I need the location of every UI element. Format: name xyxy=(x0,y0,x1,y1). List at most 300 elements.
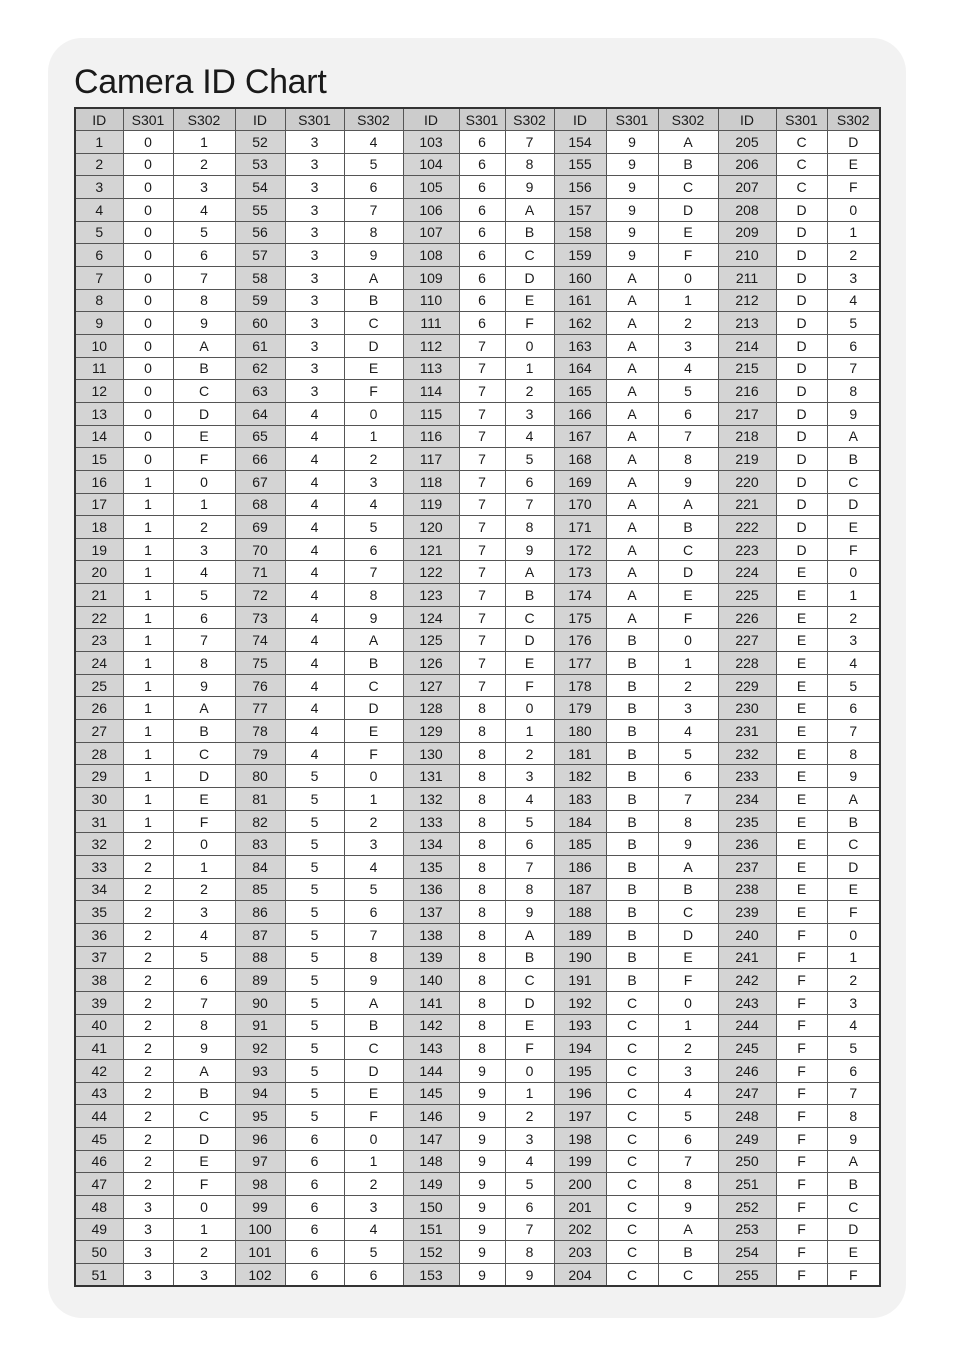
table-row xyxy=(75,584,880,607)
table-row xyxy=(75,266,880,289)
cell-id: 38 xyxy=(75,969,123,992)
cell-s301: A xyxy=(606,357,658,380)
cell-s302: 1 xyxy=(173,493,235,516)
cell-s302: 9 xyxy=(505,901,554,924)
cell-s302: F xyxy=(827,176,880,199)
cell-id: 217 xyxy=(718,402,776,425)
cell-s301: 6 xyxy=(285,1195,344,1218)
cell-id: 215 xyxy=(718,357,776,380)
cell-s301: 1 xyxy=(123,516,173,539)
cell-s302: 6 xyxy=(505,470,554,493)
cell-id: 244 xyxy=(718,1014,776,1037)
cell-s301: 6 xyxy=(459,221,505,244)
cell-s301: 2 xyxy=(123,946,173,969)
cell-id: 253 xyxy=(718,1218,776,1241)
cell-id: 225 xyxy=(718,584,776,607)
cell-s302: C xyxy=(658,176,718,199)
table-row xyxy=(75,448,880,471)
cell-s301: F xyxy=(776,923,827,946)
cell-id: 21 xyxy=(75,584,123,607)
cell-id: 198 xyxy=(554,1127,606,1150)
cell-s302: C xyxy=(505,244,554,267)
cell-s302: 7 xyxy=(658,1150,718,1173)
cell-s301: 8 xyxy=(459,1014,505,1037)
cell-id: 17 xyxy=(75,493,123,516)
cell-s301: 2 xyxy=(123,878,173,901)
cell-s302: C xyxy=(827,833,880,856)
cell-s302: D xyxy=(505,991,554,1014)
cell-s301: E xyxy=(776,652,827,675)
cell-id: 115 xyxy=(403,402,459,425)
cell-s302: C xyxy=(827,1195,880,1218)
cell-s301: 0 xyxy=(123,131,173,154)
cell-id: 162 xyxy=(554,312,606,335)
table-row xyxy=(75,946,880,969)
cell-s302: 1 xyxy=(827,584,880,607)
cell-s302: E xyxy=(505,1014,554,1037)
cell-s301: 6 xyxy=(285,1241,344,1264)
cell-s301: 2 xyxy=(123,856,173,879)
cell-s301: B xyxy=(606,969,658,992)
cell-id: 236 xyxy=(718,833,776,856)
cell-s302: E xyxy=(505,652,554,675)
table-row xyxy=(75,244,880,267)
cell-id: 231 xyxy=(718,720,776,743)
cell-id: 205 xyxy=(718,131,776,154)
cell-s301: D xyxy=(776,448,827,471)
cell-id: 91 xyxy=(235,1014,285,1037)
cell-s302: 6 xyxy=(173,244,235,267)
cell-s302: 7 xyxy=(173,991,235,1014)
cell-s301: A xyxy=(606,266,658,289)
cell-s301: 7 xyxy=(459,584,505,607)
cell-s301: C xyxy=(606,1195,658,1218)
cell-s302: 0 xyxy=(173,470,235,493)
cell-s302: F xyxy=(505,1037,554,1060)
cell-s302: A xyxy=(505,198,554,221)
cell-s301: 3 xyxy=(285,312,344,335)
cell-s301: F xyxy=(776,1105,827,1128)
cell-s302: 5 xyxy=(505,448,554,471)
cell-s302: 4 xyxy=(505,788,554,811)
table-row xyxy=(75,1014,880,1037)
cell-id: 151 xyxy=(403,1218,459,1241)
cell-id: 8 xyxy=(75,289,123,312)
table-row xyxy=(75,697,880,720)
cell-s302: D xyxy=(505,629,554,652)
cell-s301: 1 xyxy=(123,652,173,675)
cell-s302: 4 xyxy=(173,561,235,584)
header-s302: S302 xyxy=(658,108,718,131)
cell-id: 120 xyxy=(403,516,459,539)
cell-id: 116 xyxy=(403,425,459,448)
camera-id-table xyxy=(74,107,881,1287)
cell-s301: 1 xyxy=(123,765,173,788)
cell-s301: 5 xyxy=(285,1105,344,1128)
cell-id: 159 xyxy=(554,244,606,267)
cell-s302: 0 xyxy=(827,923,880,946)
cell-s302: 4 xyxy=(827,289,880,312)
cell-s301: 8 xyxy=(459,946,505,969)
cell-s302: C xyxy=(505,606,554,629)
cell-s302: 1 xyxy=(505,1082,554,1105)
cell-s302: 4 xyxy=(658,720,718,743)
cell-s302: 2 xyxy=(173,153,235,176)
cell-id: 41 xyxy=(75,1037,123,1060)
cell-id: 126 xyxy=(403,652,459,675)
cell-s301: C xyxy=(606,1173,658,1196)
cell-id: 124 xyxy=(403,606,459,629)
cell-s302: C xyxy=(505,969,554,992)
cell-s302: 1 xyxy=(827,221,880,244)
cell-s302: 5 xyxy=(658,742,718,765)
cell-s302: 6 xyxy=(658,402,718,425)
cell-s302: 3 xyxy=(344,833,403,856)
table-row xyxy=(75,538,880,561)
cell-id: 30 xyxy=(75,788,123,811)
cell-s302: E xyxy=(827,878,880,901)
cell-s302: 2 xyxy=(505,1105,554,1128)
table-row xyxy=(75,153,880,176)
cell-id: 77 xyxy=(235,697,285,720)
cell-s302: C xyxy=(658,1263,718,1286)
cell-s301: F xyxy=(776,1150,827,1173)
cell-s302: 4 xyxy=(505,1150,554,1173)
header-s301: S301 xyxy=(776,108,827,131)
cell-s302: B xyxy=(505,584,554,607)
cell-s301: 9 xyxy=(459,1218,505,1241)
cell-s302: 8 xyxy=(658,448,718,471)
cell-s301: 2 xyxy=(123,901,173,924)
cell-id: 132 xyxy=(403,788,459,811)
cell-s302: 9 xyxy=(505,538,554,561)
cell-id: 242 xyxy=(718,969,776,992)
cell-id: 169 xyxy=(554,470,606,493)
cell-id: 103 xyxy=(403,131,459,154)
cell-id: 170 xyxy=(554,493,606,516)
cell-id: 102 xyxy=(235,1263,285,1286)
cell-s302: E xyxy=(658,221,718,244)
cell-s302: 7 xyxy=(505,856,554,879)
cell-id: 250 xyxy=(718,1150,776,1173)
cell-s301: B xyxy=(606,946,658,969)
cell-s301: C xyxy=(606,1263,658,1286)
cell-id: 22 xyxy=(75,606,123,629)
cell-id: 183 xyxy=(554,788,606,811)
cell-s301: 3 xyxy=(123,1241,173,1264)
cell-s301: 1 xyxy=(123,720,173,743)
cell-s302: B xyxy=(827,810,880,833)
cell-s302: F xyxy=(344,380,403,403)
cell-s301: 7 xyxy=(459,448,505,471)
cell-s301: E xyxy=(776,584,827,607)
cell-s302: B xyxy=(658,1241,718,1264)
cell-s302: A xyxy=(658,856,718,879)
cell-s301: 1 xyxy=(123,470,173,493)
cell-id: 125 xyxy=(403,629,459,652)
cell-id: 166 xyxy=(554,402,606,425)
cell-s302: 9 xyxy=(658,1195,718,1218)
cell-id: 131 xyxy=(403,765,459,788)
cell-s301: 3 xyxy=(285,221,344,244)
cell-id: 142 xyxy=(403,1014,459,1037)
cell-s301: 0 xyxy=(123,425,173,448)
table-row xyxy=(75,470,880,493)
table-row xyxy=(75,221,880,244)
cell-s301: 9 xyxy=(606,153,658,176)
cell-s301: 4 xyxy=(285,493,344,516)
cell-s301: 4 xyxy=(285,697,344,720)
cell-s301: C xyxy=(606,1082,658,1105)
header-s301: S301 xyxy=(123,108,173,131)
cell-id: 203 xyxy=(554,1241,606,1264)
cell-id: 227 xyxy=(718,629,776,652)
cell-s302: 2 xyxy=(827,244,880,267)
cell-id: 158 xyxy=(554,221,606,244)
cell-s301: 2 xyxy=(123,923,173,946)
cell-id: 69 xyxy=(235,516,285,539)
cell-s302: B xyxy=(658,878,718,901)
cell-s301: 1 xyxy=(123,538,173,561)
cell-s302: B xyxy=(658,516,718,539)
cell-s301: 9 xyxy=(459,1059,505,1082)
cell-s301: 9 xyxy=(459,1150,505,1173)
cell-s301: E xyxy=(776,856,827,879)
cell-s301: 4 xyxy=(285,448,344,471)
cell-s302: 7 xyxy=(827,357,880,380)
cell-id: 223 xyxy=(718,538,776,561)
cell-s302: 4 xyxy=(344,493,403,516)
cell-id: 109 xyxy=(403,266,459,289)
cell-id: 210 xyxy=(718,244,776,267)
cell-id: 161 xyxy=(554,289,606,312)
cell-s301: 6 xyxy=(285,1127,344,1150)
cell-s302: 5 xyxy=(344,1241,403,1264)
cell-id: 114 xyxy=(403,380,459,403)
cell-s302: D xyxy=(658,561,718,584)
cell-s302: E xyxy=(658,584,718,607)
cell-s301: B xyxy=(606,810,658,833)
cell-s301: 8 xyxy=(459,765,505,788)
cell-s302: 4 xyxy=(827,1014,880,1037)
cell-id: 184 xyxy=(554,810,606,833)
cell-s302: B xyxy=(827,448,880,471)
cell-s301: C xyxy=(606,1127,658,1150)
cell-s302: F xyxy=(505,674,554,697)
cell-id: 201 xyxy=(554,1195,606,1218)
cell-id: 191 xyxy=(554,969,606,992)
cell-s301: 5 xyxy=(285,765,344,788)
cell-s302: 1 xyxy=(344,1150,403,1173)
cell-s301: 9 xyxy=(459,1241,505,1264)
cell-s301: 5 xyxy=(285,1037,344,1060)
cell-id: 214 xyxy=(718,334,776,357)
cell-s301: A xyxy=(606,289,658,312)
cell-s301: 7 xyxy=(459,380,505,403)
cell-s301: B xyxy=(606,788,658,811)
cell-id: 31 xyxy=(75,810,123,833)
cell-id: 84 xyxy=(235,856,285,879)
cell-s301: D xyxy=(776,198,827,221)
cell-s302: 5 xyxy=(827,1037,880,1060)
cell-s301: 2 xyxy=(123,1082,173,1105)
cell-s302: 0 xyxy=(505,1059,554,1082)
table-row xyxy=(75,1195,880,1218)
cell-s301: 8 xyxy=(459,742,505,765)
cell-s301: 9 xyxy=(459,1195,505,1218)
cell-s302: D xyxy=(827,1218,880,1241)
cell-s302: A xyxy=(344,991,403,1014)
cell-s301: D xyxy=(776,538,827,561)
page-title: Camera ID Chart xyxy=(74,63,327,101)
cell-s301: 5 xyxy=(285,1059,344,1082)
cell-id: 75 xyxy=(235,652,285,675)
cell-id: 100 xyxy=(235,1218,285,1241)
cell-id: 63 xyxy=(235,380,285,403)
cell-id: 54 xyxy=(235,176,285,199)
cell-s301: E xyxy=(776,901,827,924)
table-row xyxy=(75,402,880,425)
cell-s301: A xyxy=(606,493,658,516)
cell-id: 36 xyxy=(75,923,123,946)
cell-id: 14 xyxy=(75,425,123,448)
cell-s302: 5 xyxy=(344,516,403,539)
cell-s301: E xyxy=(776,697,827,720)
cell-s301: B xyxy=(606,742,658,765)
cell-s301: 1 xyxy=(123,810,173,833)
cell-s302: 6 xyxy=(173,606,235,629)
cell-s302: 8 xyxy=(658,810,718,833)
cell-id: 226 xyxy=(718,606,776,629)
cell-id: 146 xyxy=(403,1105,459,1128)
cell-id: 110 xyxy=(403,289,459,312)
cell-s301: A xyxy=(606,334,658,357)
cell-s301: 0 xyxy=(123,244,173,267)
cell-id: 140 xyxy=(403,969,459,992)
cell-s302: A xyxy=(658,493,718,516)
table-row xyxy=(75,1173,880,1196)
cell-s302: F xyxy=(505,312,554,335)
cell-id: 123 xyxy=(403,584,459,607)
cell-id: 240 xyxy=(718,923,776,946)
cell-s301: F xyxy=(776,1127,827,1150)
cell-s302: F xyxy=(173,448,235,471)
cell-s302: 0 xyxy=(505,334,554,357)
table-row xyxy=(75,629,880,652)
cell-s302: 3 xyxy=(173,901,235,924)
cell-s301: F xyxy=(776,1241,827,1264)
cell-id: 177 xyxy=(554,652,606,675)
cell-s302: D xyxy=(505,266,554,289)
cell-s301: D xyxy=(776,357,827,380)
cell-s302: 3 xyxy=(505,402,554,425)
cell-id: 105 xyxy=(403,176,459,199)
cell-s302: 9 xyxy=(173,674,235,697)
cell-s301: F xyxy=(776,1195,827,1218)
cell-id: 254 xyxy=(718,1241,776,1264)
cell-s301: A xyxy=(606,516,658,539)
cell-id: 85 xyxy=(235,878,285,901)
cell-s301: 2 xyxy=(123,1059,173,1082)
cell-id: 187 xyxy=(554,878,606,901)
cell-id: 141 xyxy=(403,991,459,1014)
cell-s302: 6 xyxy=(827,334,880,357)
cell-id: 28 xyxy=(75,742,123,765)
cell-s302: 8 xyxy=(173,652,235,675)
cell-s301: 5 xyxy=(285,1014,344,1037)
cell-s301: F xyxy=(776,1263,827,1286)
cell-s301: D xyxy=(776,516,827,539)
cell-s301: D xyxy=(776,470,827,493)
cell-id: 128 xyxy=(403,697,459,720)
cell-id: 4 xyxy=(75,198,123,221)
cell-s302: 8 xyxy=(827,742,880,765)
cell-id: 171 xyxy=(554,516,606,539)
cell-id: 18 xyxy=(75,516,123,539)
cell-s302: 6 xyxy=(658,765,718,788)
cell-s301: 8 xyxy=(459,810,505,833)
cell-s302: E xyxy=(344,357,403,380)
cell-id: 153 xyxy=(403,1263,459,1286)
cell-s301: 0 xyxy=(123,448,173,471)
cell-id: 26 xyxy=(75,697,123,720)
cell-id: 56 xyxy=(235,221,285,244)
cell-id: 224 xyxy=(718,561,776,584)
cell-s302: F xyxy=(658,606,718,629)
cell-id: 104 xyxy=(403,153,459,176)
cell-id: 232 xyxy=(718,742,776,765)
cell-s302: B xyxy=(505,946,554,969)
cell-id: 145 xyxy=(403,1082,459,1105)
cell-s302: 2 xyxy=(658,674,718,697)
cell-id: 83 xyxy=(235,833,285,856)
cell-s302: D xyxy=(173,402,235,425)
cell-s302: 2 xyxy=(344,810,403,833)
cell-s301: 2 xyxy=(123,1150,173,1173)
cell-id: 233 xyxy=(718,765,776,788)
cell-id: 176 xyxy=(554,629,606,652)
cell-s302: 9 xyxy=(505,1263,554,1286)
cell-id: 79 xyxy=(235,742,285,765)
cell-s302: 7 xyxy=(505,1218,554,1241)
cell-s302: D xyxy=(344,697,403,720)
cell-s301: D xyxy=(776,266,827,289)
cell-s301: 7 xyxy=(459,425,505,448)
cell-s301: 3 xyxy=(285,244,344,267)
cell-id: 61 xyxy=(235,334,285,357)
cell-s302: 7 xyxy=(658,788,718,811)
cell-id: 239 xyxy=(718,901,776,924)
cell-s302: A xyxy=(505,923,554,946)
cell-id: 59 xyxy=(235,289,285,312)
cell-id: 42 xyxy=(75,1059,123,1082)
cell-s301: 0 xyxy=(123,402,173,425)
cell-s301: 4 xyxy=(285,742,344,765)
cell-s301: B xyxy=(606,901,658,924)
cell-s302: 3 xyxy=(344,470,403,493)
table-row xyxy=(75,833,880,856)
cell-s301: 2 xyxy=(123,1127,173,1150)
cell-id: 164 xyxy=(554,357,606,380)
cell-id: 96 xyxy=(235,1127,285,1150)
cell-id: 186 xyxy=(554,856,606,879)
cell-id: 172 xyxy=(554,538,606,561)
cell-s301: A xyxy=(606,448,658,471)
cell-s301: D xyxy=(776,402,827,425)
cell-id: 92 xyxy=(235,1037,285,1060)
cell-id: 196 xyxy=(554,1082,606,1105)
cell-id: 135 xyxy=(403,856,459,879)
